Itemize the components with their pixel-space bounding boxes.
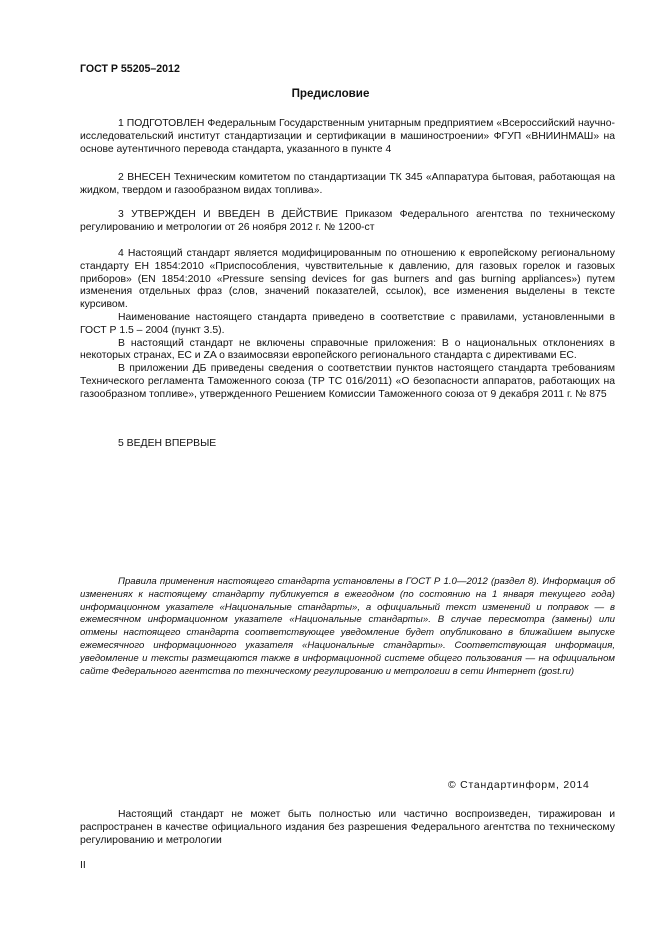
item-3-block <box>80 209 615 235</box>
usage-rules-text: Правила применения настоящего стандарта установлены в ГОСТ Р 1.0—2012 (раздел 8). Информация об изменениях к настоящему стандарту публикуется в ежегодном (по состоянию на 1 января текущего года) информационном указателе «Национальные стандарты», а официальный текст изменений и поправок — в ежемесячном информационном указателе «Национальные стандарты». В случае пересмотра (замены) или отмены настоящего стандарта соответствующее уведомление будет опубликовано в ближайшем выпуске ежемесячного информационного указателя «Национальные стандарты». Соответствующая информация, уведомление и тексты размещаются также в информационной системе общего пользования — на официальном сайте Федерального агентства по техническому регулированию и метрологии в сети Интернет (gost.ru) <box>80 576 615 677</box>
item-1-block <box>80 118 615 156</box>
document-code-header: ГОСТ Р 55205–2012 <box>80 63 180 75</box>
item-5-paragraph: 5 ВЕДЕН ВПЕРВЫЕ <box>118 438 217 449</box>
copyright-line: © Стандартинформ, 2014 <box>448 780 590 791</box>
legal-notice-block <box>80 809 615 847</box>
page-number: II <box>80 860 86 871</box>
item-3-paragraph: 3 УТВЕРЖДЕН И ВВЕДЕН В ДЕЙСТВИЕ Приказом Федерального агентства по техническому регулированию и метрологии от 26 ноября 2012 г. № 1200-ст <box>80 209 615 233</box>
item-2-paragraph: 2 ВНЕСЕН Техническим комитетом по стандартизации ТК 345 «Аппаратура бытовая, работающая на жидком, твердом и газообразном видах топлива». <box>80 172 615 196</box>
section-title: Предисловие <box>291 87 370 100</box>
item-4-paragraph: 4 Настоящий стандарт является модифицированным по отношению к европейскому региональному стандарту ЕН 1854:2010 «Приспособления, чувствительные к давлению, для газовых горелок и газовых приборов» (EN 1854:2010 «Pressure sensing devices for gas burners and gas burning appliances») путем изменения отдельных фраз (слов, значений показателей, ссылок), все изменения выделены в тексте курсивом. <box>80 248 615 311</box>
item-5-block <box>80 438 615 451</box>
item-4-appendix-note: В настоящий стандарт не включены справочные приложения: В о национальных отклонениях в некоторых странах, ЕС и ZA о взаимосвязи европейского регионального стандарта с директивами ЕС. <box>80 337 615 362</box>
usage-rules-note <box>80 576 615 678</box>
item-2-block <box>80 172 615 198</box>
item-4-db-note: В приложении ДБ приведены сведения о соответствии пунктов настоящего стандарта требованиям Технического регламента Таможенного союза (ТР ТС 016/2011) «О безопасности аппаратов, работающих на газообразном топливе», утвержденного Решением Комиссии Таможенного союза от 9 декабря 2011 г. № 875 <box>80 363 615 400</box>
item-4-block <box>80 248 615 402</box>
legal-notice-text: Настоящий стандарт не может быть полностью или частично воспроизведен, тиражирован и распространен в качестве официального издания без разрешения Федерального агентства по техническому регулированию и метрологии <box>80 809 615 846</box>
item-1-paragraph: 1 ПОДГОТОВЛЕН Федеральным Государственным унитарным предприятием «Всероссийский научно-исследовательский институт стандартизации и сертификации в машиностроении» ФГУП «ВНИИНМАШ» на основе аутентичного перевода стандарта, указанного в пункте 4 <box>80 118 615 155</box>
item-4-title-note: Наименование настоящего стандарта приведено в соответствие с правилами, установленными в ГОСТ Р 1.5 – 2004 (пункт 3.5). <box>80 311 615 336</box>
